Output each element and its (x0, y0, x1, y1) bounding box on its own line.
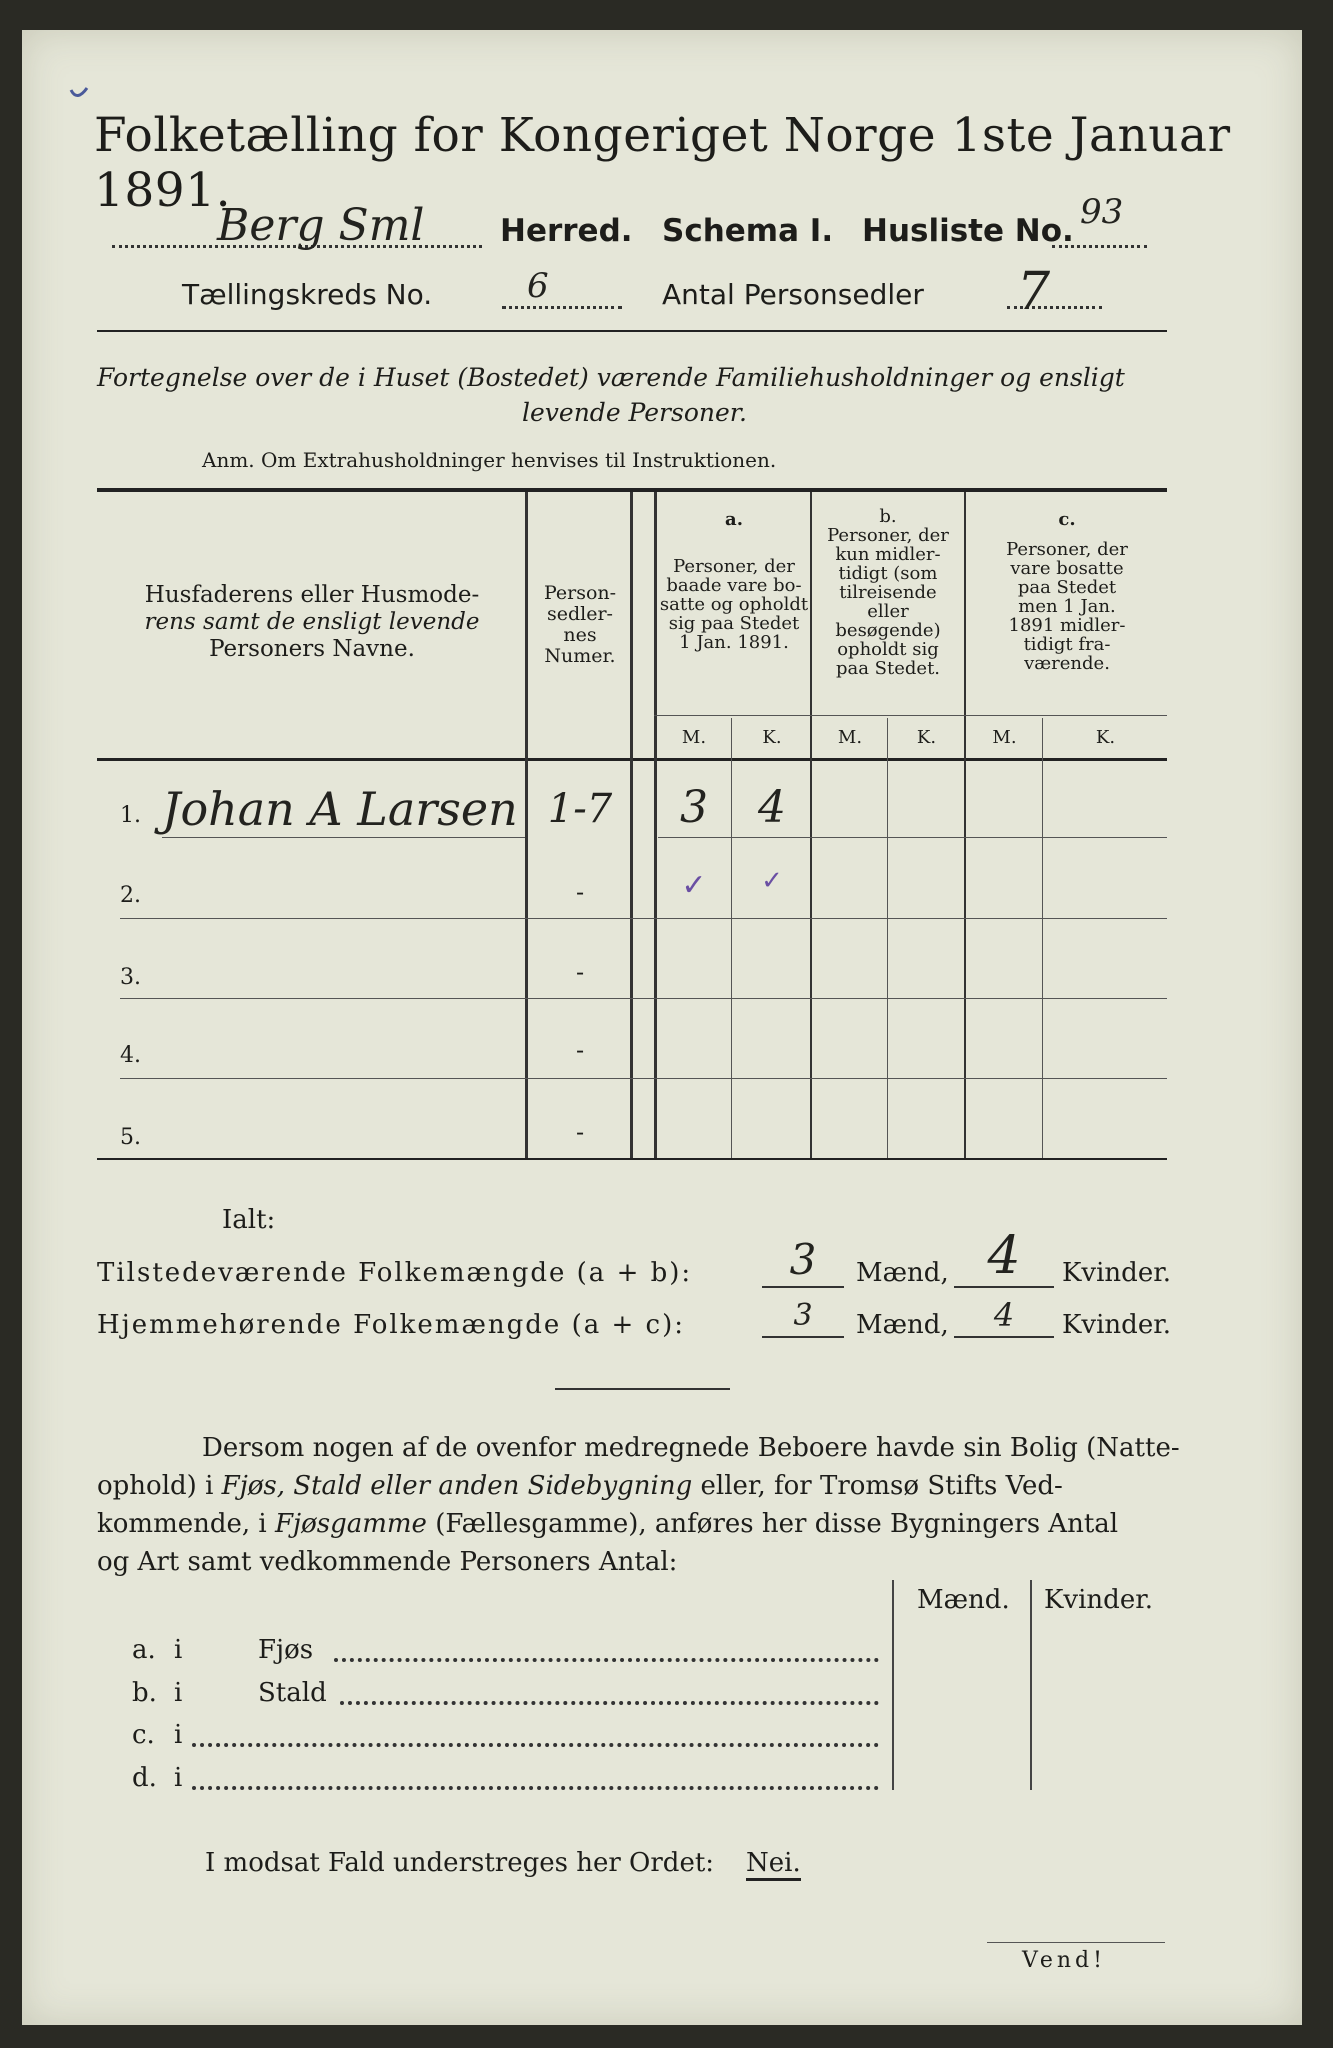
col-c-l7: værende. (1024, 653, 1110, 674)
col-c-k: K. (1095, 727, 1116, 748)
header-divider (97, 330, 1167, 332)
intro-line-2: levende Personer. (522, 398, 747, 427)
item-a-label: Fjøs (258, 1635, 314, 1665)
col-b-l8: paa Stedet. (835, 658, 941, 679)
col-b-l7: opholdt sig (837, 639, 939, 660)
col-c-l4: men 1 Jan. (1018, 596, 1116, 617)
buildings-line-2c: eller, for Tromsø Stifts Ved- (692, 1471, 1063, 1501)
nei-word: Nei. (746, 1848, 801, 1881)
herred-value: Berg Sml (217, 200, 425, 251)
husliste-dotline (1052, 245, 1147, 248)
hjemme-kvinder: Kvinder. (1062, 1310, 1172, 1340)
kreds-dotline (502, 306, 622, 309)
item-c-i: i (174, 1720, 183, 1750)
item-a-letter: a. (132, 1635, 156, 1665)
item-b-letter: b. (132, 1678, 157, 1708)
hjemme-m-line (762, 1336, 844, 1338)
row-1-a-k: 4 (758, 782, 786, 833)
col-header-names-l3: Personers Navne. (209, 636, 415, 662)
table-bottom-rule (97, 1158, 1167, 1160)
item-c-letter: c. (132, 1720, 155, 1750)
item-d-dotline (192, 1786, 879, 1790)
col-divider-4 (810, 492, 812, 1158)
col-c-m: M. (992, 727, 1017, 748)
hjemme-maend: Mænd, (856, 1310, 949, 1340)
col-b-l1: Personer, der (827, 525, 949, 546)
col-a-l2: baade vare bo- (666, 575, 802, 596)
row-2-numer: - (575, 878, 585, 906)
col-divider-3 (654, 492, 657, 1158)
col-a-letter: a. (725, 509, 743, 530)
mk-subheader-rule (654, 715, 1167, 716)
col-divider-5 (964, 492, 966, 1158)
row-2-a-m-check: ✓ (681, 868, 707, 903)
col-a-l1: Personer, der (673, 556, 795, 577)
item-d-letter: d. (132, 1763, 157, 1793)
husliste-value: 93 (1080, 192, 1124, 232)
col-header-names (102, 582, 522, 663)
census-form-page (22, 30, 1302, 2025)
col-header-numer-l3: nes (563, 624, 597, 646)
buildings-line-4: og Art samt vedkommende Personers Antal: (97, 1547, 678, 1577)
col-header-names-l1: Husfaderens eller Husmode- (144, 582, 480, 608)
col-a-header (658, 557, 810, 652)
intro-line-1: Fortegnelse over de i Huset (Bostedet) værende Familiehusholdninger og ensligt (97, 363, 1125, 392)
col-c-l3: paa Stedet (1017, 577, 1117, 598)
col-b-l2: kun midler- (835, 544, 941, 565)
buildings-line-3b: Fjøsgamme (275, 1509, 427, 1539)
hjemme-k-value: 4 (993, 1296, 1015, 1334)
col-b-l6: besøgende) (835, 620, 941, 641)
vend-text: Vend! (1022, 1948, 1106, 1973)
buildings-line-2b: Fjøs, Stald eller anden Sidebygning (221, 1471, 693, 1501)
tilstede-m-value: 3 (789, 1235, 817, 1284)
item-c-dotline (192, 1743, 879, 1747)
row-2-num: 2. (120, 883, 141, 908)
col-c-l5: 1891 midler- (1008, 615, 1126, 636)
col-b-m: M. (837, 727, 863, 748)
ialt-label: Ialt: (222, 1205, 276, 1235)
kreds-value: 6 (527, 266, 549, 306)
form-title: Folketælling for Kongeriget Norge 1ste Januar 1891. (94, 108, 1231, 218)
item-b-dotline (340, 1701, 879, 1705)
buildings-line-1: Dersom nogen af de ovenfor medregnede Beboere havde sin Bolig (Natte- (202, 1433, 1180, 1463)
pen-mark-icon (67, 80, 97, 110)
col-b-header (813, 507, 963, 678)
col-b-l4: tilreisende (839, 582, 937, 603)
personsedler-value: 7 (1017, 262, 1051, 322)
col-c-l1: Personer, der (1006, 539, 1128, 560)
item-a-i: i (174, 1635, 183, 1665)
buildings-maend-head: Mænd. (917, 1585, 1010, 1615)
buildings-line-3 (97, 1509, 1118, 1539)
husliste-label: Husliste No. (862, 213, 1074, 249)
col-a-l3: satte og opholdt (659, 594, 809, 615)
item-b-label: Stald (258, 1678, 327, 1708)
col-header-names-l2: rens samt de ensligt levende (144, 609, 480, 635)
col-divider-b-mk (887, 718, 888, 1158)
modsat-text: I modsat Fald understreges her Ordet: (205, 1848, 715, 1878)
herred-label: Herred. (500, 213, 633, 249)
personsedler-label: Antal Personsedler (662, 278, 924, 311)
row-2-a-k-check: ✓ (761, 866, 783, 896)
row-1-name: Johan A Larsen (162, 782, 518, 836)
tilstede-label: Tilstedeværende Folkemængde (a + b): (97, 1258, 693, 1288)
col-c-header (967, 540, 1167, 673)
col-b-l5: eller (867, 601, 909, 622)
buildings-line-3c: (Fællesgamme), anføres her disse Bygningers Antal (426, 1509, 1119, 1539)
row-4-num: 4. (120, 1043, 141, 1068)
buildings-line-2a: ophold) i (97, 1471, 222, 1501)
col-b-k: K. (916, 727, 937, 748)
hjemme-m-value: 3 (793, 1298, 813, 1333)
buildings-divider-2 (1030, 1580, 1032, 1790)
col-a-l4: sig paa Stedet (668, 613, 800, 634)
anm-note: Anm. Om Extrahusholdninger henvises til Instruktionen. (202, 448, 777, 472)
col-a-m: M. (681, 727, 707, 748)
col-header-numer-l4: Numer. (544, 645, 616, 667)
col-header-numer (530, 583, 630, 667)
schema-label: Schema I. (662, 213, 834, 249)
col-b-letter: b. (879, 506, 897, 527)
col-c-l6: tidigt fra- (1023, 634, 1111, 655)
col-a-k: K. (762, 727, 782, 748)
col-header-numer-l2: sedler- (547, 603, 613, 625)
hjemme-k-line (954, 1336, 1054, 1338)
row-1-rule (658, 837, 1167, 838)
row-4-rule (120, 1078, 1167, 1079)
tilstede-k-line (954, 1286, 1054, 1288)
col-divider-2 (630, 492, 633, 1158)
row-3-rule (120, 998, 1167, 999)
row-1-num: 1. (120, 803, 141, 828)
buildings-divider-1 (892, 1580, 894, 1790)
row-1-name-line (162, 837, 525, 838)
row-5-numer: - (575, 1118, 585, 1146)
row-1-a-m: 3 (680, 782, 708, 833)
row-3-numer: - (575, 958, 585, 986)
tilstede-maend: Mænd, (856, 1258, 949, 1288)
col-c-letter: c. (1058, 509, 1076, 530)
item-a-dotline (334, 1658, 879, 1662)
col-divider-a-mk (731, 718, 732, 1158)
row-4-numer: - (575, 1036, 585, 1064)
row-3-num: 3. (120, 965, 141, 990)
row-1-numer: 1-7 (547, 786, 613, 832)
col-c-l2: vare bosatte (1010, 558, 1124, 579)
col-divider-c-mk (1042, 718, 1043, 1158)
col-header-numer-l1: Person- (543, 582, 617, 604)
col-b-l3: tidigt (som (838, 563, 938, 584)
item-d-i: i (174, 1763, 183, 1793)
section-divider (555, 1388, 730, 1390)
tilstede-k-value: 4 (987, 1226, 1021, 1286)
item-b-i: i (174, 1678, 183, 1708)
buildings-line-2 (97, 1471, 1063, 1501)
col-a-l5: 1 Jan. 1891. (679, 632, 789, 653)
hjemme-label: Hjemmehørende Folkemængde (a + c): (97, 1310, 685, 1340)
tilstede-m-line (762, 1286, 844, 1288)
buildings-line-3a: kommende, i (97, 1509, 275, 1539)
buildings-kvinder-head: Kvinder. (1044, 1585, 1154, 1615)
vend-rule (987, 1942, 1165, 1943)
row-5-num: 5. (120, 1125, 141, 1150)
row-2-rule (120, 918, 1167, 919)
kreds-label: Tællingskreds No. (182, 278, 433, 311)
col-divider-1 (525, 492, 528, 1158)
tilstede-kvinder: Kvinder. (1062, 1258, 1172, 1288)
